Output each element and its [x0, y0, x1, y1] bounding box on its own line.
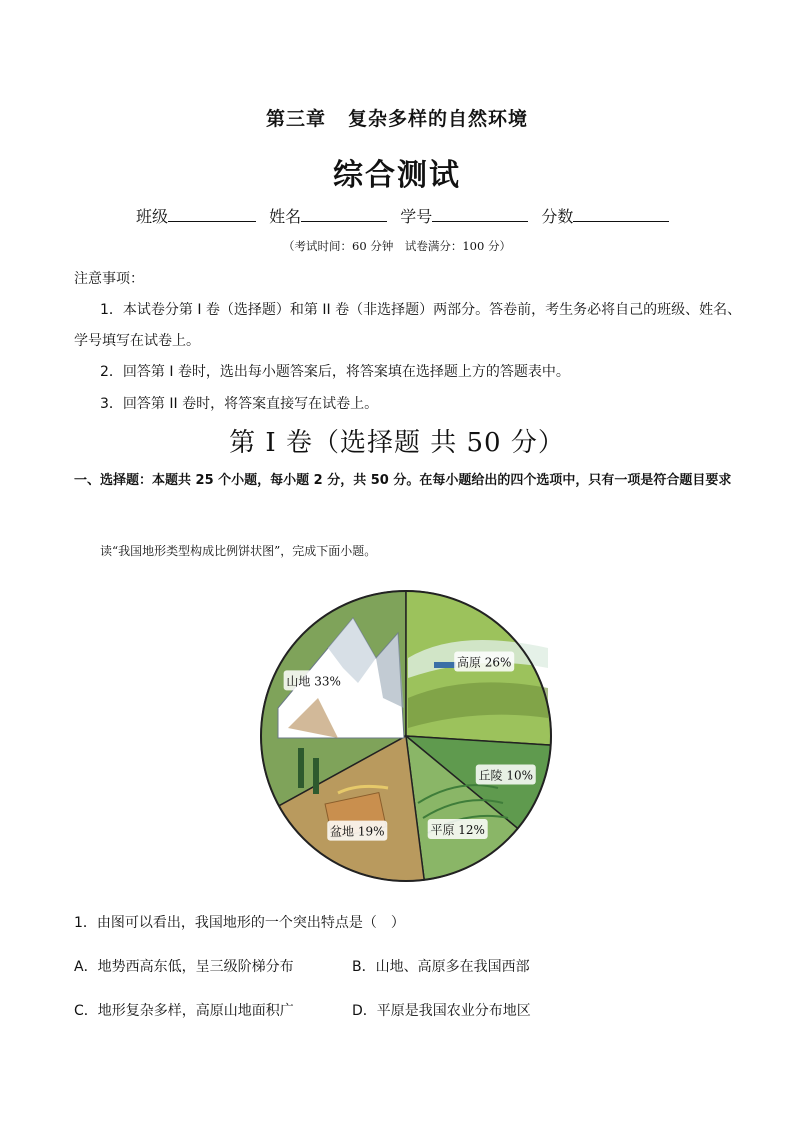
- student-info-row: [136, 204, 677, 227]
- pie-label-5: 盆地 19%: [330, 824, 385, 839]
- notice-heading: 注意事项：: [74, 271, 144, 287]
- student-id-label: 学号: [400, 207, 433, 226]
- option-d[interactable]: D．平原是我国农业分布地区: [352, 1003, 531, 1019]
- chapter-heading: [0, 104, 794, 131]
- class-blank[interactable]: [168, 207, 256, 222]
- terrain-pie-chart: [258, 588, 554, 884]
- name-label: 姓名: [269, 207, 302, 226]
- pie-label-1: 山地 33%: [286, 674, 341, 689]
- option-b[interactable]: B．山地、高原多在我国西部: [352, 959, 530, 975]
- class-label: 班级: [136, 207, 169, 226]
- section-instruction: 一、选择题：本题共 25 个小题，每小题 2 分，共 50 分。在每小题给出的四个选项中，只有一项是符合题目要求: [74, 473, 732, 488]
- page-title: 综合测试: [333, 158, 461, 193]
- exam-note: （考试时间：60 分钟 试卷满分：100 分）: [283, 239, 511, 253]
- notice-item-3: 3．回答第 II 卷时，将答案直接写在试卷上。: [100, 396, 379, 412]
- question-1-stem: 1．由图可以看出，我国地形的一个突出特点是（ ）: [74, 915, 405, 931]
- chapter-title: 复杂多样的自然环境: [348, 108, 529, 130]
- reading-prompt: 读“我国地形类型构成比例饼状图”，完成下面小题。: [100, 544, 377, 558]
- score-label: 分数: [541, 207, 574, 226]
- notice-item-1-line-1: 1．本试卷分第 I 卷（选择题）和第 II 卷（非选择题）两部分。答卷前，考生务必将自己的班级、姓名、: [100, 302, 742, 318]
- student-id-blank[interactable]: [432, 207, 528, 222]
- chapter-number: 第三章: [265, 108, 326, 130]
- section-title: 第 I 卷（选择题 共 50 分）: [229, 428, 565, 458]
- option-c[interactable]: C．地形复杂多样，高原山地面积广: [74, 1003, 294, 1019]
- pie-label-3: 丘陵 10%: [478, 768, 534, 783]
- pie-label-4: 平原 12%: [430, 823, 485, 838]
- pie-label-2: 高原 26%: [456, 655, 512, 670]
- notice-item-2: 2．回答第 I 卷时，选出每小题答案后，将答案填在选择题上方的答题表中。: [100, 364, 570, 380]
- name-blank[interactable]: [301, 207, 387, 222]
- score-blank[interactable]: [573, 207, 669, 222]
- option-a[interactable]: A．地势西高东低，呈三级阶梯分布: [74, 959, 294, 975]
- notice-item-1-line-2: 学号填写在试卷上。: [74, 333, 200, 349]
